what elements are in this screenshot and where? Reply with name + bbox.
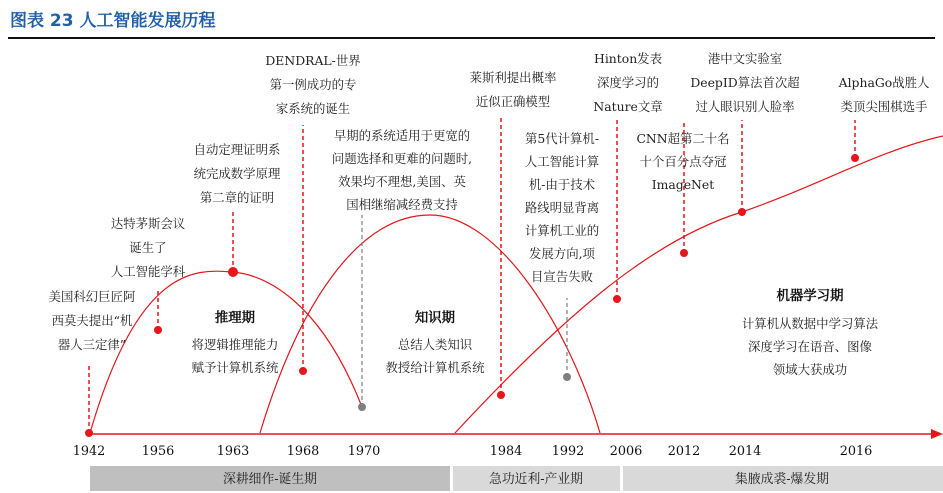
event-point-1984 bbox=[497, 391, 505, 399]
event-2006-line: Nature文章 bbox=[593, 99, 663, 114]
event-1963-line: 自动定理证明系 bbox=[193, 142, 281, 157]
event-1970-line: 问题选择和更难的问题时, bbox=[331, 151, 473, 166]
phase-desc-machine-learning: 领域大获成功 bbox=[772, 362, 848, 377]
timeline-arrow bbox=[931, 429, 943, 439]
event-point-1970 bbox=[358, 403, 366, 411]
band-label-birth: 深耕细作-诞生期 bbox=[223, 472, 317, 487]
event-1942-line: 西莫夫提出“机 bbox=[51, 313, 133, 328]
event-2006-line: 深度学习的 bbox=[597, 75, 659, 90]
event-1992-line: 路线明显背离 bbox=[524, 200, 600, 215]
phase-title-reasoning: 推理期 bbox=[214, 310, 256, 326]
event-point-1963 bbox=[228, 267, 238, 277]
event-1968-line: 家系统的诞生 bbox=[275, 101, 351, 116]
band-separator bbox=[450, 466, 453, 491]
event-1970-line: 效果均不理想,美国、英 bbox=[338, 174, 466, 189]
event-1942-line: 美国科幻巨匠阿 bbox=[48, 289, 136, 304]
phase-desc-reasoning: 赋予计算机系统 bbox=[191, 360, 279, 375]
event-1963-line: 统完成数学原理 bbox=[193, 166, 281, 181]
axis-year-2016: 2016 bbox=[839, 444, 873, 459]
axis-year-2014: 2014 bbox=[728, 444, 762, 459]
event-point-2012 bbox=[680, 249, 688, 257]
phase-title-knowledge: 知识期 bbox=[414, 310, 456, 326]
event-1992-line: 目宣告失败 bbox=[531, 269, 593, 284]
axis-year-2006: 2006 bbox=[609, 444, 643, 459]
event-1992-line: 机-由于技术 bbox=[528, 177, 596, 192]
event-1970-line: 早期的系统适用于更宽的 bbox=[333, 128, 471, 143]
event-1956-line: 诞生了 bbox=[129, 240, 167, 255]
phase-desc-knowledge: 教授给计算机系统 bbox=[385, 360, 485, 375]
event-2014-line: 港中文实验室 bbox=[707, 51, 783, 66]
axis-year-1970: 1970 bbox=[347, 444, 381, 459]
axis-year-2012: 2012 bbox=[667, 444, 701, 459]
event-2012-line: ImageNet bbox=[651, 177, 715, 192]
event-1992-line: 发展方向,项 bbox=[529, 246, 595, 261]
event-label-2006 bbox=[593, 51, 662, 114]
event-1984-line: 近似正确模型 bbox=[475, 94, 551, 109]
event-2012-line: 十个百分点夺冠 bbox=[639, 154, 727, 169]
axis-year-1942: 1942 bbox=[72, 444, 106, 459]
event-1968-line: 第一例成功的专 bbox=[269, 77, 357, 92]
event-point-1942 bbox=[85, 429, 93, 437]
event-point-1968 bbox=[299, 367, 307, 375]
band-label-explosion: 集腋成裘-爆发期 bbox=[735, 472, 829, 487]
event-point-2006 bbox=[613, 295, 621, 303]
event-2016-line: 类顶尖围棋选手 bbox=[840, 99, 928, 114]
axis-year-1992: 1992 bbox=[551, 444, 585, 459]
event-2006-line: Hinton发表 bbox=[594, 51, 662, 66]
band-separator bbox=[620, 466, 623, 491]
phase-desc-knowledge: 总结人类知识 bbox=[397, 337, 473, 352]
event-1956-line: 达特茅斯会议 bbox=[110, 216, 186, 231]
axis-year-1956: 1956 bbox=[141, 444, 175, 459]
event-point-2014 bbox=[738, 208, 746, 216]
event-label-1992 bbox=[525, 131, 599, 284]
figure-title: 图表 23 人工智能发展历程 bbox=[10, 11, 216, 31]
phase-desc-reasoning: 将逻辑推理能力 bbox=[191, 337, 279, 352]
axis-year-1963: 1963 bbox=[216, 444, 250, 459]
event-label-1968 bbox=[265, 53, 360, 116]
phase-desc-machine-learning: 计算机从数据中学习算法 bbox=[741, 316, 879, 331]
phase-title-machine-learning: 机器学习期 bbox=[776, 288, 844, 304]
event-1992-line: 计算机工业的 bbox=[524, 223, 600, 238]
event-1968-line: DENDRAL-世界 bbox=[265, 53, 361, 68]
event-label-2016 bbox=[838, 75, 930, 114]
event-1942-line: 器人三定律” bbox=[57, 337, 127, 352]
axis-year-1984: 1984 bbox=[489, 444, 523, 459]
event-2012-line: CNN超第二十名 bbox=[636, 131, 730, 146]
band-label-industry: 急功近利-产业期 bbox=[489, 472, 583, 487]
event-point-2016 bbox=[851, 154, 859, 162]
axis-year-1968: 1968 bbox=[286, 444, 320, 459]
event-2016-line: AlphaGo战胜人 bbox=[838, 75, 930, 90]
event-2014-line: DeepID算法首次超 bbox=[690, 75, 800, 90]
event-1992-line: 第5代计算机- bbox=[524, 131, 600, 146]
event-label-2014 bbox=[690, 51, 799, 114]
event-label-1942 bbox=[49, 289, 136, 352]
phase-desc-machine-learning: 深度学习在语音、图像 bbox=[748, 339, 872, 354]
event-1963-line: 第二章的证明 bbox=[199, 190, 275, 205]
event-label-1984 bbox=[470, 70, 557, 109]
event-label-1956 bbox=[111, 216, 186, 279]
event-label-2012 bbox=[636, 131, 729, 192]
event-label-1963 bbox=[194, 142, 281, 205]
event-1956-line: 人工智能学科 bbox=[110, 264, 186, 279]
event-1984-line: 莱斯利提出概率 bbox=[469, 70, 557, 85]
event-label-1970 bbox=[332, 128, 472, 212]
event-point-1992 bbox=[563, 373, 571, 381]
event-point-1956 bbox=[154, 326, 162, 334]
event-2014-line: 过人眼识别人脸率 bbox=[695, 99, 795, 114]
event-1970-line: 国相继缩减经费支持 bbox=[346, 197, 458, 212]
event-1992-line: 人工智能计算 bbox=[524, 154, 600, 169]
